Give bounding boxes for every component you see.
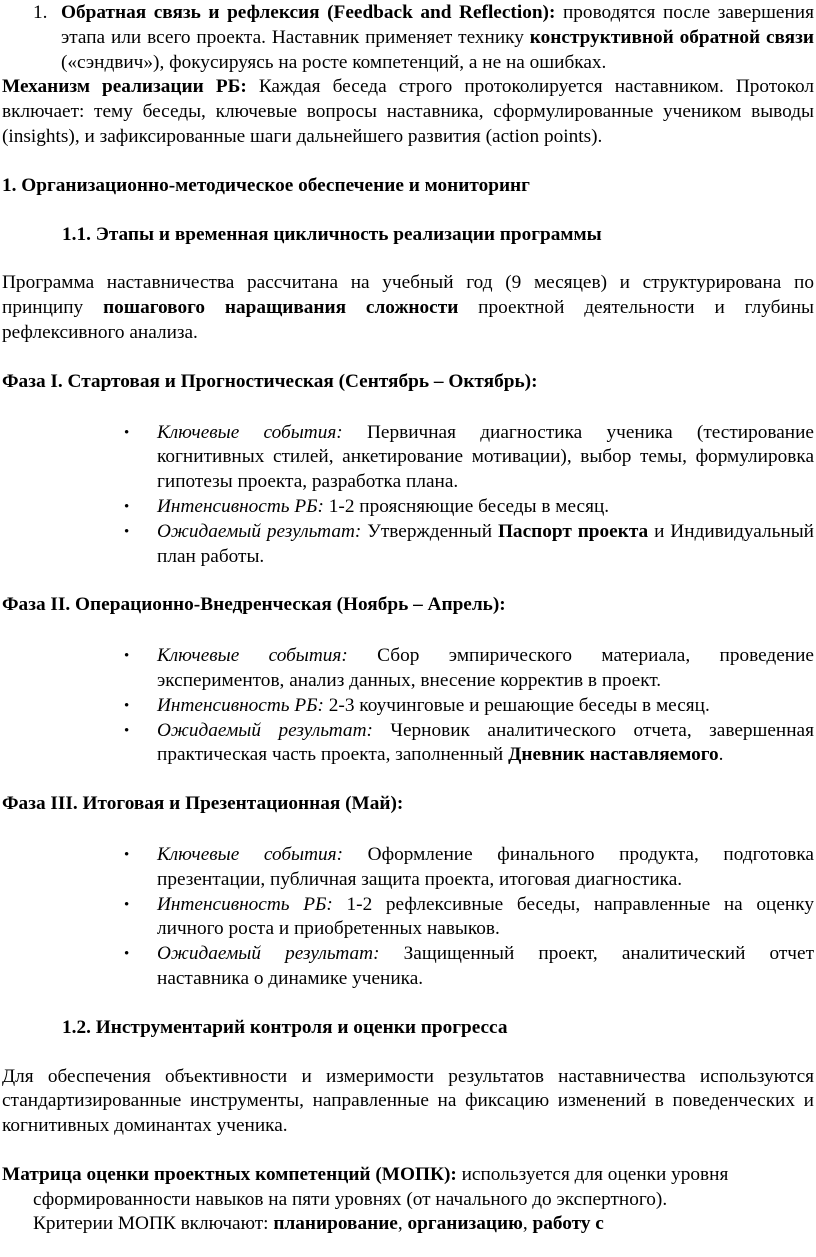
phase-1-heading: Фаза I. Стартовая и Прогностическая (Сентябрь – Октябрь): [2, 370, 538, 392]
list-item [0, 694, 816, 719]
result-text-b: и Индивидуальный план работы. [157, 520, 815, 567]
bullet-icon: • [124, 697, 130, 714]
section-1-2-heading: 1.2. Инструментарий контроля и оценки прогресса [62, 1016, 508, 1038]
list-item [0, 644, 816, 694]
list-item [0, 520, 816, 570]
matrix-text: используется для оценки уровня сформированности навыков на пяти уровнях (от начального до экспертного). [33, 1163, 729, 1210]
intensity-text: 1-2 проясняющие беседы в месяц. [323, 495, 610, 517]
criteria-separator: , [397, 1213, 408, 1235]
phase-3-list [0, 843, 816, 992]
result-bold: Паспорт проекта [497, 520, 649, 542]
list-item [0, 843, 816, 893]
feedback-bold: конструктивной обратной связи [529, 26, 814, 48]
criterion-organization: организацию [407, 1213, 523, 1235]
matrix-paragraph [0, 1163, 816, 1237]
intensity-label: Интенсивность РБ: [157, 694, 324, 716]
events-text: Первичная диагностика ученика (тестирование когнитивных стилей, анкетирование мотивации), выбор темы, формулировка гипотезы проекта, разработка плана. [157, 421, 814, 493]
bullet-icon: • [124, 946, 130, 963]
phase-2-heading: Фаза II. Операционно-Внедренческая (Ноябрь – Апрель): [2, 594, 506, 616]
feedback-text-b: («сэндвич»), фокусируясь на росте компетенций, а не на ошибках. [61, 51, 607, 73]
feedback-title: Обратная связь и рефлексия (Feedback and Reflection): [61, 2, 556, 23]
feedback-item [0, 1, 816, 75]
bullet-icon: • [124, 648, 130, 665]
phase-2-list [0, 644, 816, 768]
intensity-label: Интенсивность РБ: [157, 495, 324, 517]
bullet-icon: • [124, 523, 130, 540]
criteria-separator: , [522, 1213, 533, 1235]
list-item [0, 893, 816, 943]
bullet-icon: • [124, 896, 130, 913]
events-label: Ключевые события: [157, 645, 348, 667]
item-number: 1. [33, 2, 48, 23]
program-intro [0, 271, 816, 345]
list-item [0, 942, 816, 992]
result-text-a: Черновик аналитического отчета, завершенная практическая часть проекта, заполненный [157, 719, 814, 766]
result-text-a: Защищенный проект, аналитический отчет наставника о динамике ученика. [157, 943, 814, 989]
phase-3-heading: Фаза III. Итоговая и Презентационная (Май): [2, 793, 404, 815]
mechanism-title: Механизм реализации РБ: [2, 76, 247, 98]
result-label: Ожидаемый результат: [157, 520, 362, 542]
events-label: Ключевые события: [157, 421, 343, 443]
result-text-b: . [718, 744, 724, 766]
list-item [0, 719, 816, 769]
result-label: Ожидаемый результат: [157, 719, 373, 741]
events-text: Оформление финального продукта, подготовка презентации, публичная защита проекта, итоговая диагностика. [157, 843, 814, 890]
bullet-icon: • [124, 498, 130, 515]
intensity-text: 2-3 коучинговые и решающие беседы в месяц. [323, 694, 710, 716]
result-label: Ожидаемый результат: [157, 943, 380, 965]
criterion-planning: планирование [273, 1213, 398, 1235]
program-intro-text-a: Программа наставничества рассчитана на учебный год (9 месяцев) и структурирована по принципу [2, 272, 814, 319]
intensity-text: 1-2 рефлексивные беседы, направленные на оценку личного роста и приобретенных навыков. [157, 893, 814, 940]
tools-intro: Для обеспечения объективности и измеримости результатов наставничества используются стандартизированные инструменты, направленные на фиксацию изменений в поведенческих и когнитивных доминантах ученика. [2, 1065, 814, 1137]
events-text: Сбор эмпирического материала, проведение экспериментов, анализ данных, внесение корректив в проект. [157, 645, 814, 691]
result-bold: Дневник наставляемого [508, 744, 719, 766]
phase-1-list [0, 421, 816, 570]
result-text-a: Утвержденный [361, 520, 498, 542]
list-item [0, 421, 816, 495]
feedback-text-a: проводятся после завершения этапа или всего проекта. Наставник применяет технику [61, 2, 814, 48]
section-1-1-heading: 1.1. Этапы и временная цикличность реализации программы [62, 223, 602, 245]
bullet-icon: • [124, 846, 130, 863]
list-item [0, 495, 816, 520]
bullet-icon: • [124, 424, 130, 441]
bullet-icon: • [124, 722, 130, 739]
program-intro-text-b: проектной деятельности и глубины рефлексивного анализа. [2, 297, 814, 343]
criteria-label: Критерии МОПК включают: [33, 1213, 274, 1235]
intensity-label: Интенсивность РБ: [157, 893, 333, 915]
criterion-work-with: работу с [532, 1213, 604, 1235]
matrix-title: Матрица оценки проектных компетенций (МОПК): [2, 1163, 457, 1185]
events-label: Ключевые события: [157, 843, 344, 865]
section-1-heading: 1. Организационно-методическое обеспечение и мониторинг [2, 174, 530, 196]
program-intro-bold: пошагового наращивания сложности [103, 297, 459, 319]
mechanism-paragraph [0, 75, 816, 149]
mechanism-text: Каждая беседа строго протоколируется наставником. Протокол включает: тему беседы, ключевые вопросы наставника, сформулированные учеником выводы (insights), и зафиксированные шаги дальнейшего развития (action points). [2, 76, 814, 147]
